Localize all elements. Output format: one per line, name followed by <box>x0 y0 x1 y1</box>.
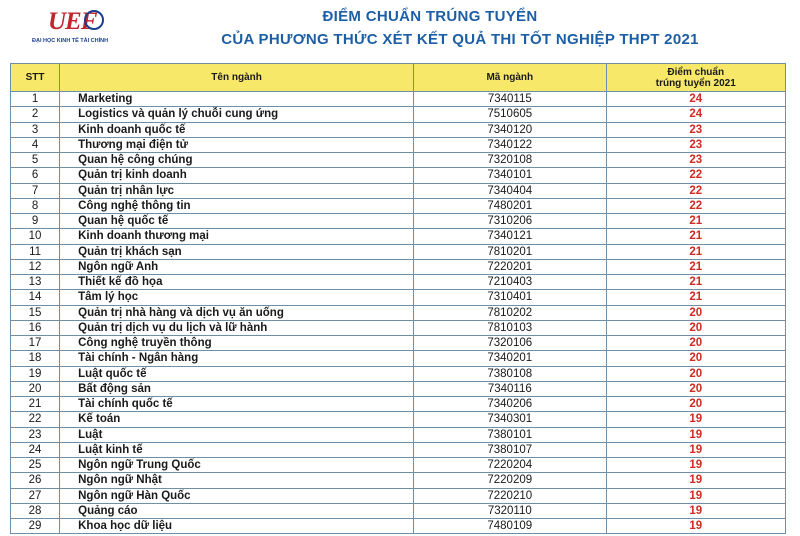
row-code: 7220201 <box>414 259 606 274</box>
header-stt: STT <box>11 64 60 92</box>
logo-emblem-icon <box>84 10 104 30</box>
row-name: Logistics và quản lý chuỗi cung ứng <box>60 107 414 122</box>
row-score: 21 <box>606 244 785 259</box>
row-stt: 20 <box>11 381 60 396</box>
row-code: 7340101 <box>414 168 606 183</box>
table-body <box>11 92 786 534</box>
row-stt: 13 <box>11 275 60 290</box>
row-code: 7220209 <box>414 473 606 488</box>
row-stt: 2 <box>11 107 60 122</box>
row-score: 19 <box>606 519 785 534</box>
table-row <box>11 336 786 351</box>
row-code: 7340404 <box>414 183 606 198</box>
table-row <box>11 122 786 137</box>
row-name: Ngôn ngữ Trung Quốc <box>60 458 414 473</box>
row-code: 7310401 <box>414 290 606 305</box>
row-name: Kinh doanh thương mại <box>60 229 414 244</box>
row-score: 21 <box>606 290 785 305</box>
row-stt: 19 <box>11 366 60 381</box>
table-row <box>11 397 786 412</box>
row-name: Khoa học dữ liệu <box>60 519 414 534</box>
row-score: 20 <box>606 366 785 381</box>
row-name: Quan hệ quốc tế <box>60 214 414 229</box>
table-row <box>11 275 786 290</box>
row-stt: 4 <box>11 137 60 152</box>
row-name: Kinh doanh quốc tế <box>60 122 414 137</box>
row-code: 7340120 <box>414 122 606 137</box>
row-score: 24 <box>606 92 785 107</box>
row-stt: 16 <box>11 320 60 335</box>
table-row <box>11 503 786 518</box>
admission-score-table <box>10 63 786 534</box>
row-name: Quản trị nhân lực <box>60 183 414 198</box>
row-name: Ngôn ngữ Hàn Quốc <box>60 488 414 503</box>
row-stt: 9 <box>11 214 60 229</box>
row-name: Quản trị khách sạn <box>60 244 414 259</box>
row-stt: 1 <box>11 92 60 107</box>
row-code: 7510605 <box>414 107 606 122</box>
table-row <box>11 366 786 381</box>
row-name: Quản trị dịch vụ du lịch và lữ hành <box>60 320 414 335</box>
row-name: Công nghệ truyền thông <box>60 336 414 351</box>
table-row <box>11 198 786 213</box>
row-stt: 22 <box>11 412 60 427</box>
table-row <box>11 442 786 457</box>
table-row <box>11 305 786 320</box>
table-row <box>11 92 786 107</box>
row-score: 21 <box>606 275 785 290</box>
row-score: 20 <box>606 381 785 396</box>
table-row <box>11 244 786 259</box>
row-code: 7220210 <box>414 488 606 503</box>
table-row <box>11 427 786 442</box>
table-row <box>11 214 786 229</box>
row-code: 7210403 <box>414 275 606 290</box>
row-code: 7340116 <box>414 381 606 396</box>
row-name: Tâm lý học <box>60 290 414 305</box>
row-name: Thiết kế đồ họa <box>60 275 414 290</box>
table-row <box>11 488 786 503</box>
header-score-line1: Điểm chuẩn <box>667 66 725 78</box>
table-row <box>11 320 786 335</box>
row-score: 20 <box>606 336 785 351</box>
row-name: Tài chính - Ngân hàng <box>60 351 414 366</box>
table-row <box>11 473 786 488</box>
row-stt: 28 <box>11 503 60 518</box>
row-stt: 15 <box>11 305 60 320</box>
row-name: Quảng cáo <box>60 503 414 518</box>
row-score: 22 <box>606 183 785 198</box>
row-code: 7320108 <box>414 153 606 168</box>
row-stt: 7 <box>11 183 60 198</box>
table-row <box>11 229 786 244</box>
row-score: 21 <box>606 214 785 229</box>
row-code: 7480201 <box>414 198 606 213</box>
header-code: Mã ngành <box>414 64 606 92</box>
table-row <box>11 259 786 274</box>
page-title: ĐIỂM CHUẨN TRÚNG TUYỂN <box>322 8 538 25</box>
row-stt: 12 <box>11 259 60 274</box>
row-stt: 18 <box>11 351 60 366</box>
table-row <box>11 351 786 366</box>
row-code: 7380108 <box>414 366 606 381</box>
row-score: 24 <box>606 107 785 122</box>
row-score: 20 <box>606 305 785 320</box>
row-stt: 26 <box>11 473 60 488</box>
row-score: 23 <box>606 122 785 137</box>
table-row <box>11 381 786 396</box>
header-score <box>606 64 785 92</box>
table-header-row <box>11 64 786 92</box>
row-score: 20 <box>606 351 785 366</box>
row-score: 20 <box>606 397 785 412</box>
row-score: 23 <box>606 153 785 168</box>
table-row <box>11 412 786 427</box>
row-code: 7320110 <box>414 503 606 518</box>
page-subtitle: CỦA PHƯƠNG THỨC XÉT KẾT QUẢ THI TỐT NGHIỆP THPT 2021 <box>221 31 699 48</box>
row-name: Thương mại điện tử <box>60 137 414 152</box>
row-score: 19 <box>606 427 785 442</box>
row-name: Kế toán <box>60 412 414 427</box>
table-row <box>11 458 786 473</box>
row-name: Luật <box>60 427 414 442</box>
row-code: 7340121 <box>414 229 606 244</box>
row-score: 19 <box>606 442 785 457</box>
row-score: 19 <box>606 488 785 503</box>
row-stt: 10 <box>11 229 60 244</box>
row-score: 23 <box>606 137 785 152</box>
row-name: Công nghệ thông tin <box>60 198 414 213</box>
row-score: 20 <box>606 320 785 335</box>
row-code: 7380107 <box>414 442 606 457</box>
row-name: Quản trị nhà hàng và dịch vụ ăn uống <box>60 305 414 320</box>
row-name: Luật kinh tế <box>60 442 414 457</box>
row-code: 7310206 <box>414 214 606 229</box>
row-stt: 21 <box>11 397 60 412</box>
row-stt: 5 <box>11 153 60 168</box>
row-name: Bất động sản <box>60 381 414 396</box>
row-stt: 14 <box>11 290 60 305</box>
table-row <box>11 519 786 534</box>
row-stt: 27 <box>11 488 60 503</box>
page-header <box>0 0 800 60</box>
row-name: Ngôn ngữ Nhật <box>60 473 414 488</box>
row-score: 19 <box>606 473 785 488</box>
table-row <box>11 107 786 122</box>
row-score: 19 <box>606 503 785 518</box>
table-row <box>11 168 786 183</box>
row-name: Luật quốc tế <box>60 366 414 381</box>
header-score-line2: trúng tuyển 2021 <box>655 77 736 89</box>
row-code: 7810201 <box>414 244 606 259</box>
row-stt: 23 <box>11 427 60 442</box>
row-score: 22 <box>606 168 785 183</box>
table-row <box>11 290 786 305</box>
table-row <box>11 153 786 168</box>
row-stt: 6 <box>11 168 60 183</box>
row-code: 7340206 <box>414 397 606 412</box>
row-code: 7340301 <box>414 412 606 427</box>
row-stt: 25 <box>11 458 60 473</box>
row-code: 7380101 <box>414 427 606 442</box>
header-name: Tên ngành <box>60 64 414 92</box>
table-row <box>11 137 786 152</box>
row-code: 7810103 <box>414 320 606 335</box>
row-code: 7810202 <box>414 305 606 320</box>
row-name: Quản trị kinh doanh <box>60 168 414 183</box>
row-stt: 11 <box>11 244 60 259</box>
row-stt: 8 <box>11 198 60 213</box>
row-name: Quan hệ công chúng <box>60 153 414 168</box>
row-score: 21 <box>606 259 785 274</box>
logo-subtitle: ĐẠI HỌC KINH TẾ TÀI CHÍNH <box>32 38 109 44</box>
row-score: 19 <box>606 412 785 427</box>
row-score: 21 <box>606 229 785 244</box>
row-code: 7220204 <box>414 458 606 473</box>
uef-logo <box>30 8 150 52</box>
logo-mark: UEF <box>48 8 97 35</box>
row-code: 7480109 <box>414 519 606 534</box>
row-score: 22 <box>606 198 785 213</box>
row-stt: 17 <box>11 336 60 351</box>
row-code: 7320106 <box>414 336 606 351</box>
row-stt: 29 <box>11 519 60 534</box>
table-row <box>11 183 786 198</box>
row-code: 7340115 <box>414 92 606 107</box>
row-code: 7340201 <box>414 351 606 366</box>
row-name: Tài chính quốc tế <box>60 397 414 412</box>
row-stt: 24 <box>11 442 60 457</box>
row-name: Marketing <box>60 92 414 107</box>
row-name: Ngôn ngữ Anh <box>60 259 414 274</box>
row-score: 19 <box>606 458 785 473</box>
row-code: 7340122 <box>414 137 606 152</box>
row-stt: 3 <box>11 122 60 137</box>
